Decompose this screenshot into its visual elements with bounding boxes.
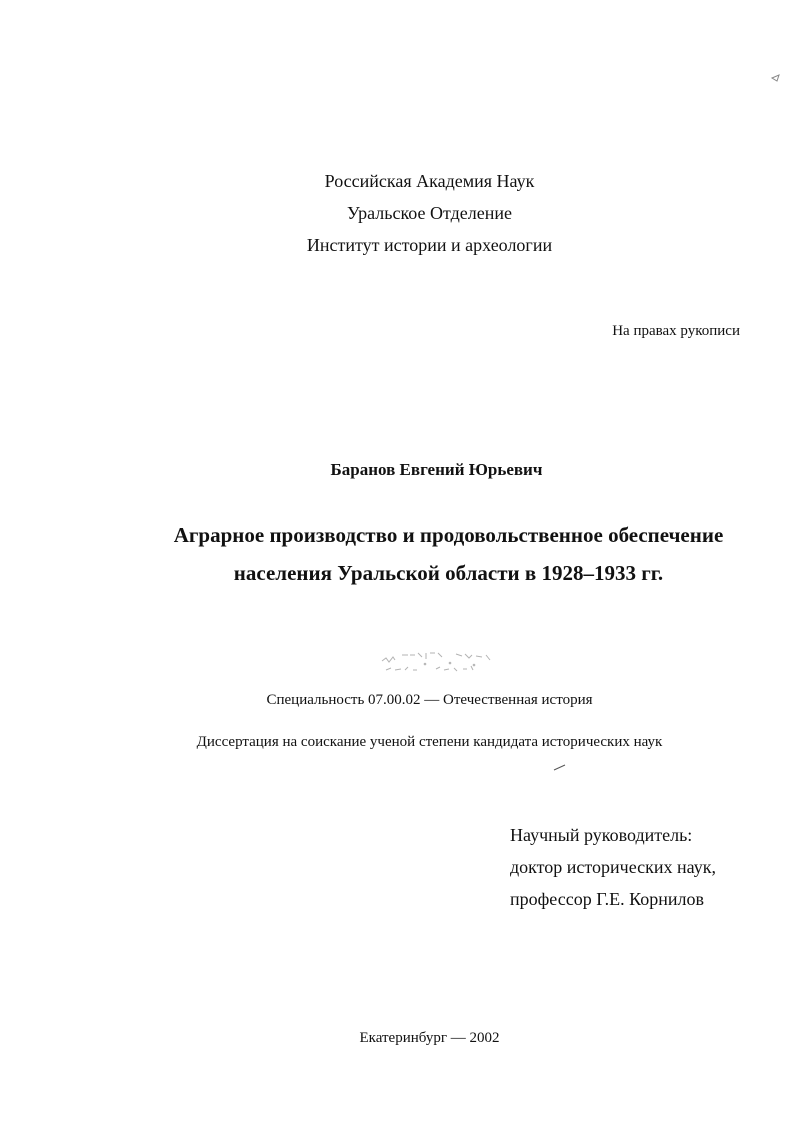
branch-name: Уральское Отделение [346,203,513,223]
advisor-name: профессор Г.Е. Корнилов [510,889,704,909]
scan-speck [771,70,781,80]
advisor-degree: доктор исторических наук, [510,857,716,877]
pen-mark [553,758,567,766]
dissertation-title-line-2: населения Уральской области в 1928–1933 гг. [233,561,664,585]
academy-name: Российская Академия Наук [324,171,535,191]
specialty-line: Специальность 07.00.02 — Отечественная история [266,692,593,708]
manuscript-note: На правах рукописи [612,323,740,339]
faded-library-stamp [376,645,504,677]
city-and-year: Екатеринбург — 2002 [359,1030,500,1046]
author-name: Баранов Евгений Юрьевич [330,460,543,479]
advisor-label: Научный руководитель: [510,825,693,845]
dissertation-title-line-1: Аграрное производство и продовольственное обеспечение [173,523,724,547]
institute-name: Институт истории и археологии [306,235,553,255]
degree-line: Диссертация на соискание ученой степени кандидата исторических наук [196,734,663,750]
